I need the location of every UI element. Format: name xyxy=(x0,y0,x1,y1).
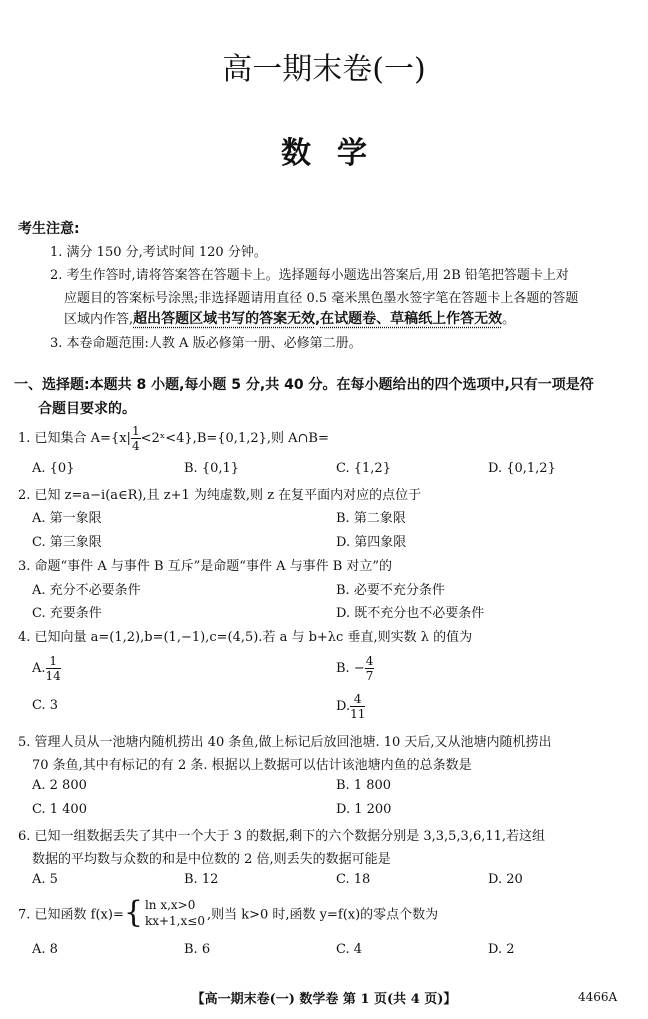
notice-item-2-line-1: 2. 考生作答时,请将答案答在答题卡上。选择题每小题选出答案后,用 2B 铅笔把答题卡上对 xyxy=(50,268,569,283)
q4-option-c: C. 3 xyxy=(32,698,59,713)
notice-emphasis-2: 在试题卷、草稿纸上作答无效 xyxy=(320,311,503,327)
q4-b-num: 4 xyxy=(365,654,374,668)
q4-b-fraction xyxy=(365,654,375,683)
q1-fraction xyxy=(131,424,141,453)
notice-end: 。 xyxy=(502,312,516,327)
q4-b-label: B. − xyxy=(336,661,365,676)
q4-option-d xyxy=(336,692,365,721)
q5-option-d: D. 1 200 xyxy=(336,802,392,817)
notice-item-1: 1. 满分 150 分,考试时间 120 分钟。 xyxy=(50,245,267,260)
q7-option-b: B. 6 xyxy=(184,942,211,957)
paper-code: 4466A xyxy=(578,990,618,1004)
q6-option-c: C. 18 xyxy=(336,872,371,887)
piecewise-brace: { xyxy=(123,895,143,930)
q1-option-b: B. {0,1} xyxy=(184,461,240,476)
question-1-stem xyxy=(18,424,329,453)
q7-option-d: D. 2 xyxy=(488,942,515,957)
q7-option-c: C. 4 xyxy=(336,942,363,957)
q1-frac-num: 1 xyxy=(131,424,140,438)
q7-cases xyxy=(145,897,205,929)
q4-d-den: 11 xyxy=(350,707,366,721)
question-5-line-2: 70 条鱼,其中有标记的有 2 条. 根据以上数据可以估计该池塘内鱼的总条数是 xyxy=(32,758,472,773)
section-heading-line-2: 合题目要求的。 xyxy=(38,401,136,417)
q3-option-c: C. 充要条件 xyxy=(32,606,102,621)
question-6-line-2: 数据的平均数与众数的和是中位数的 2 倍,则丢失的数据可能是 xyxy=(32,852,391,867)
q5-option-b: B. 1 800 xyxy=(336,778,392,793)
exam-title: 高一期末卷(一) xyxy=(222,52,426,87)
section-heading-line-1: 一、选择题:本题共 8 小题,每小题 5 分,共 40 分。在每小题给出的四个选项中,只有一项是符 xyxy=(14,377,594,393)
q7-pre: 7. 已知函数 f(x)= xyxy=(18,907,124,923)
q4-d-num: 4 xyxy=(350,692,365,707)
q7-option-a: A. 8 xyxy=(32,942,58,957)
q4-option-b xyxy=(336,654,374,683)
q1-frac-den: 4 xyxy=(131,439,140,453)
q6-option-a: A. 5 xyxy=(32,872,58,887)
question-5-line-1: 5. 管理人员从一池塘内随机捞出 40 条鱼,做上标记后放回池塘. 10 天后,又从池塘内随机捞出 xyxy=(18,735,552,750)
question-6-line-1: 6. 已知一组数据丢失了其中一个大于 3 的数据,剩下的六个数据分别是 3,3,5,3,6,11,若这组 xyxy=(18,829,546,844)
question-7-stem xyxy=(18,897,438,929)
question-4-stem: 4. 已知向量 a=(1,2),b=(1,−1),c=(4,5).若 a 与 b+λc 垂直,则实数 λ 的值为 xyxy=(18,630,473,645)
q4-a-num: 1 xyxy=(46,654,61,669)
q4-a-fraction xyxy=(46,654,61,683)
question-2-stem: 2. 已知 z=a−i(a∈R),且 z+1 为纯虚数,则 z 在复平面内对应的点位于 xyxy=(18,488,422,503)
q7-post: ,则当 k>0 时,函数 y=f(x)的零点个数为 xyxy=(206,907,439,923)
q2-option-c: C. 第三象限 xyxy=(32,535,102,550)
q1-post: <2ˣ<4},B={0,1,2},则 A∩B= xyxy=(140,431,329,446)
q2-option-a: A. 第一象限 xyxy=(32,511,102,526)
q3-option-a: A. 充分不必要条件 xyxy=(32,583,141,598)
subject-title: 数学 xyxy=(281,136,393,171)
q4-a-label: A. xyxy=(32,661,46,676)
q4-option-a xyxy=(32,654,61,683)
notice-heading: 考生注意: xyxy=(18,221,80,237)
notice-separator: , xyxy=(315,312,321,327)
q3-option-b: B. 必要不充分条件 xyxy=(336,583,445,598)
notice-item-3: 3. 本卷命题范围:人教 A 版必修第一册、必修第二册。 xyxy=(50,336,362,351)
q7-case-1: ln x,x>0 xyxy=(144,898,196,912)
q2-option-d: D. 第四象限 xyxy=(336,535,407,550)
notice-item-2-line-2: 应题目的答案标号涂黑;非选择题请用直径 0.5 毫米黑色墨水签字笔在答题卡上各题的答题 xyxy=(64,291,579,306)
q1-option-a: A. {0} xyxy=(32,461,75,476)
q7-case-2: kx+1,x≤0 xyxy=(144,914,205,928)
q4-d-label: D. xyxy=(336,699,351,714)
q4-b-den: 7 xyxy=(365,669,374,683)
q6-option-b: B. 12 xyxy=(184,872,219,887)
q5-option-a: A. 2 800 xyxy=(32,778,87,793)
q5-option-c: C. 1 400 xyxy=(32,802,87,817)
notice-item-2-line-3 xyxy=(64,308,515,328)
question-3-stem: 3. 命题“事件 A 与事件 B 互斥”是命题“事件 A 与事件 B 对立”的 xyxy=(18,559,393,574)
q3-option-d: D. 既不充分也不必要条件 xyxy=(336,606,485,621)
q2-option-b: B. 第二象限 xyxy=(336,511,406,526)
notice-emphasis-1: 超出答题区域书写的答案无效 xyxy=(133,311,316,327)
q4-a-den: 14 xyxy=(45,669,61,683)
page-footer: 【高一期末卷(一) 数学卷 第 1 页(共 4 页)】 xyxy=(191,992,457,1007)
q1-pre: 1. 已知集合 A={x| xyxy=(18,431,131,446)
q4-d-fraction xyxy=(350,692,365,721)
q1-option-d: D. {0,1,2} xyxy=(488,461,556,476)
notice-text: 区域内作答, xyxy=(64,312,134,327)
q6-option-d: D. 20 xyxy=(488,872,523,887)
q1-option-c: C. {1,2} xyxy=(336,461,391,476)
